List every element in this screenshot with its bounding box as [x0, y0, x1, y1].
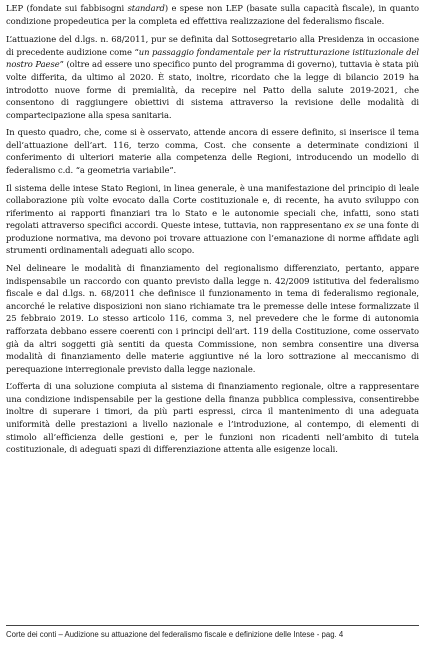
paragraph: [6, 262, 419, 375]
paragraph: [6, 380, 419, 456]
paragraph: [6, 33, 419, 121]
text-run: Nel delineare le modalità di finanziamento del regionalismo differenziato, pertanto, appare indispensabile un raccordo con quanto previsto dalla legge n. 42/2009 istitutiva del federalismo fiscale e dal d.lgs. n. 68/2011 che definisce il funzionamento in tema di federalismo regionale, ancorché le relative disposizioni non siano richiamate tra le premesse delle intese formalizzate il 25 febbraio 2019. Lo stesso articolo 116, comma 3, nel prevedere che le forme di autonomia rafforzata debbano essere coerenti con i principi dell’art. 119 della Costituzione, come osservato già da altri soggetti già sentiti da questa Commissione, non sembra consentire una diversa modalità di finanziamento delle materie aggiuntive né la loro sottrazione al meccanismo di perequazione interregionale previsto dalla legge nazionale.: [6, 262, 419, 374]
text-run: In questo quadro, che, come si è osservato, attende ancora di essere definito, si inserisce il tema dell’attuazione dell’art. 116, terzo comma, Cost. che consente a determinate condizioni il conferimento di ulteriori materie alla competenza delle Regioni, introducendo un modello di federalismo c.d. “a geometria variabile”.: [6, 127, 419, 176]
paragraph: [6, 182, 419, 258]
text-run: ” (oltre ad essere uno specifico punto del programma di governo), tuttavia è stata più volte differita, da ultimo al 2020. È stato, inoltre, ricordato che la legge di bilancio 2019 ha introdotto nuove forme di premialità, da recepire nel Patto della salute 2019-2021, che consentono di raggiungere obiettivi di sistema attraverso la revisione delle modalità di compartecipazione alla spesa sanitaria.: [6, 59, 419, 120]
italic-text-run: ex se: [344, 220, 366, 231]
italic-text-run: standard: [127, 3, 165, 13]
text-run: Il sistema delle intese Stato Regioni, in linea generale, è una manifestazione del principio di leale collaborazione più volte evocato dalla Corte costituzionale e, di recente, ha avuto sviluppo con riferimento ai rapporti finanziari tra lo Stato e le autonomie speciali che, infatti, sono stati regolati attraverso specifici accordi. Queste intese, tuttavia, non rappresentano: [6, 182, 419, 231]
paragraph: [6, 126, 419, 176]
document-body: [6, 2, 419, 461]
text-run: L’offerta di una soluzione compiuta al sistema di finanziamento regionale, oltre a rappresentare una condizione indispensabile per la gestione della finanza pubblica complessiva, consentirebbe inoltre di superare i timori, da più parti espressi, circa il mantenimento di una adeguata uniformità delle prestazioni a livello nazionale e l’introduzione, al contempo, di elementi di stimolo all’efficienza delle gestioni e, per le funzioni non ricadenti nell’ambito di tutela costituzionale, di adeguati spazi di differenziazione attenta alle esigenze locali.: [6, 381, 419, 455]
footer-divider: [6, 625, 419, 626]
document-page: [6, 0, 419, 653]
italic-text-run: un passaggio fondamentale per la ristrutturazione istituzionale del nostro Paese: [6, 46, 419, 70]
text-run: LEP (fondate sui fabbisogni: [6, 3, 128, 13]
page-footer: Corte dei conti – Audizione su attuazione del federalismo fiscale e definizione delle Intese - pag. 4: [6, 630, 344, 639]
paragraph: [6, 2, 419, 27]
text-run: L’attuazione del d.lgs. n. 68/2011, pur se definita dal Sottosegretario alla Presidenza in occasione di precedente audizione come “: [6, 34, 419, 57]
text-run: una fonte di produzione normativa, ma devono poi trovare attuazione con l’emanazione di norme affidate agli strumenti ordinamentali adeguati allo scopo.: [6, 220, 419, 256]
text-run: ) e spese non LEP (basate sulla capacità fiscale), in quanto condizione propedeutica per la completa ed effettiva realizzazione del federalismo fiscale.: [6, 3, 419, 26]
